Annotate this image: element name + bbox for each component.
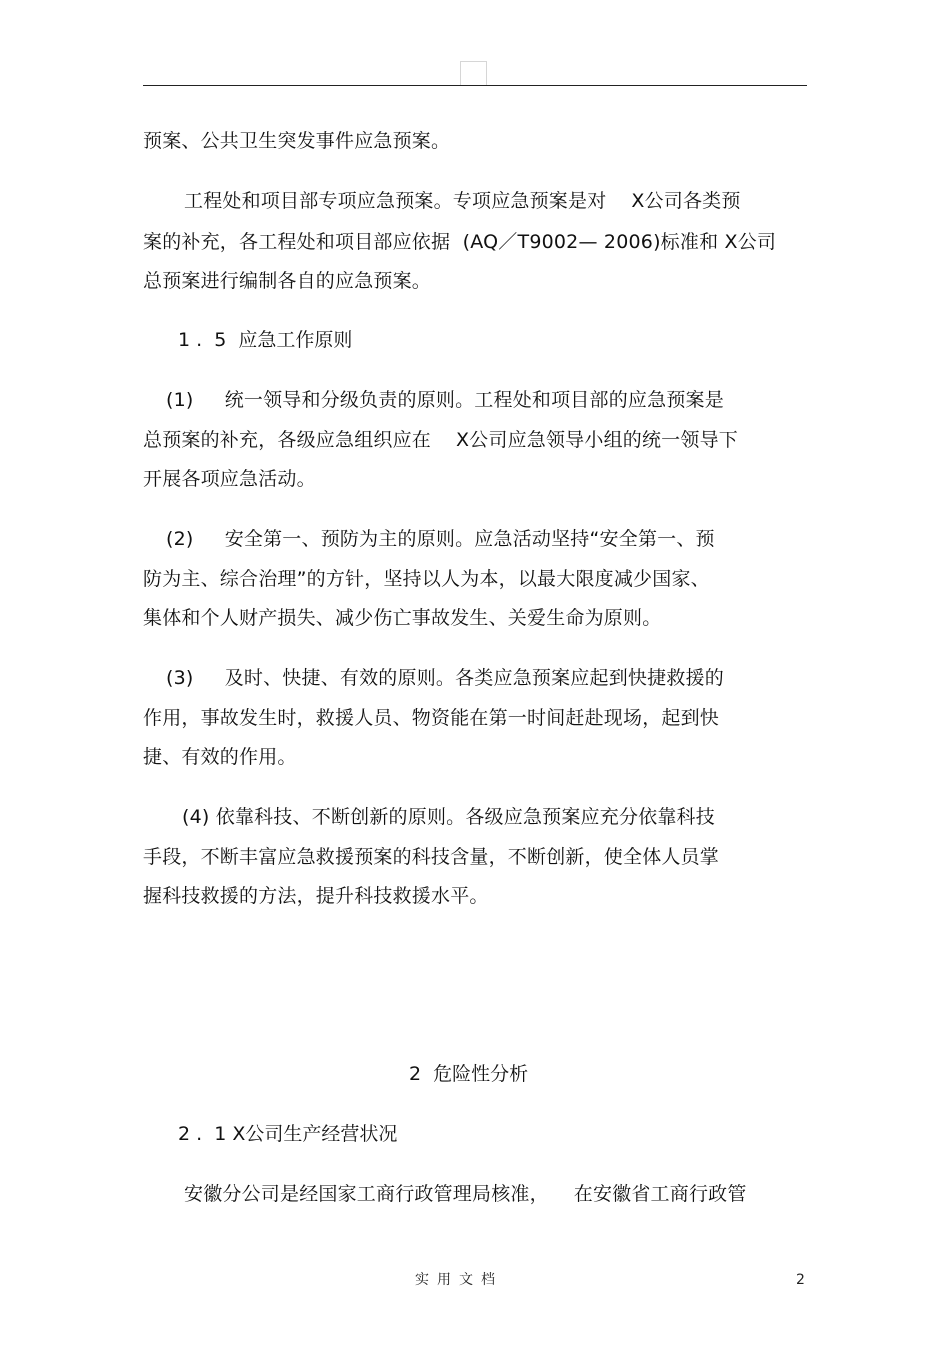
paragraph-line: (2) 安全第一、预防为主的原则。应急活动坚持“安全第一、预	[166, 528, 715, 550]
section-heading-1-5: 1 . 5 应急工作原则	[178, 329, 353, 351]
paragraph-line: 集体和个人财产损失、减少伤亡事故发生、关爱生命为原则。	[143, 607, 662, 629]
page-number: 2	[796, 1272, 805, 1288]
paragraph-line: (1) 统一领导和分级负责的原则。工程处和项目部的应急预案是	[166, 389, 724, 411]
paragraph-line: 工程处和项目部专项应急预案。专项应急预案是对 X公司各类预	[184, 190, 741, 212]
paragraph-line: 手段，不断丰富应急救援预案的科技含量，不断创新，使全体人员掌	[143, 846, 720, 868]
paragraph-line: 安徽分公司是经国家工商行政管理局核准， 在安徽省工商行政管	[184, 1183, 747, 1205]
paragraph-line: 案的补充，各工程处和项目部应依据 (AQ／T9002— 2006)标准和 X公司	[143, 231, 777, 253]
paragraph-line: 总预案进行编制各自的应急预案。	[143, 270, 432, 292]
paragraph-line: (4) 依靠科技、不断创新的原则。各级应急预案应充分依靠科技	[182, 806, 715, 828]
paragraph-line: 总预案的补充，各级应急组织应在 X公司应急领导小组的统一领导下	[143, 429, 738, 451]
footer-label: 实用文档	[415, 1272, 503, 1288]
paragraph-line: 握科技救援的方法，提升科技救援水平。	[143, 885, 489, 907]
header-rule	[143, 85, 807, 86]
paragraph-line: 预案、公共卫生突发事件应急预案。	[143, 130, 451, 152]
paragraph-line: 捷、有效的作用。	[143, 746, 297, 768]
paragraph-line: 作用，事故发生时，救援人员、物资能在第一时间赶赴现场，起到快	[143, 707, 720, 729]
section-heading-2-1: 2 . 1 X公司生产经营状况	[178, 1123, 398, 1145]
paragraph-line: 开展各项应急活动。	[143, 468, 316, 490]
section-heading-2: 2 危险性分析	[409, 1063, 529, 1085]
header-page-mark	[460, 61, 487, 85]
paragraph-line: (3) 及时、快捷、有效的原则。各类应急预案应起到快捷救援的	[166, 667, 724, 689]
paragraph-line: 防为主、综合治理”的方针，坚持以人为本，以最大限度减少国家、	[143, 568, 710, 590]
